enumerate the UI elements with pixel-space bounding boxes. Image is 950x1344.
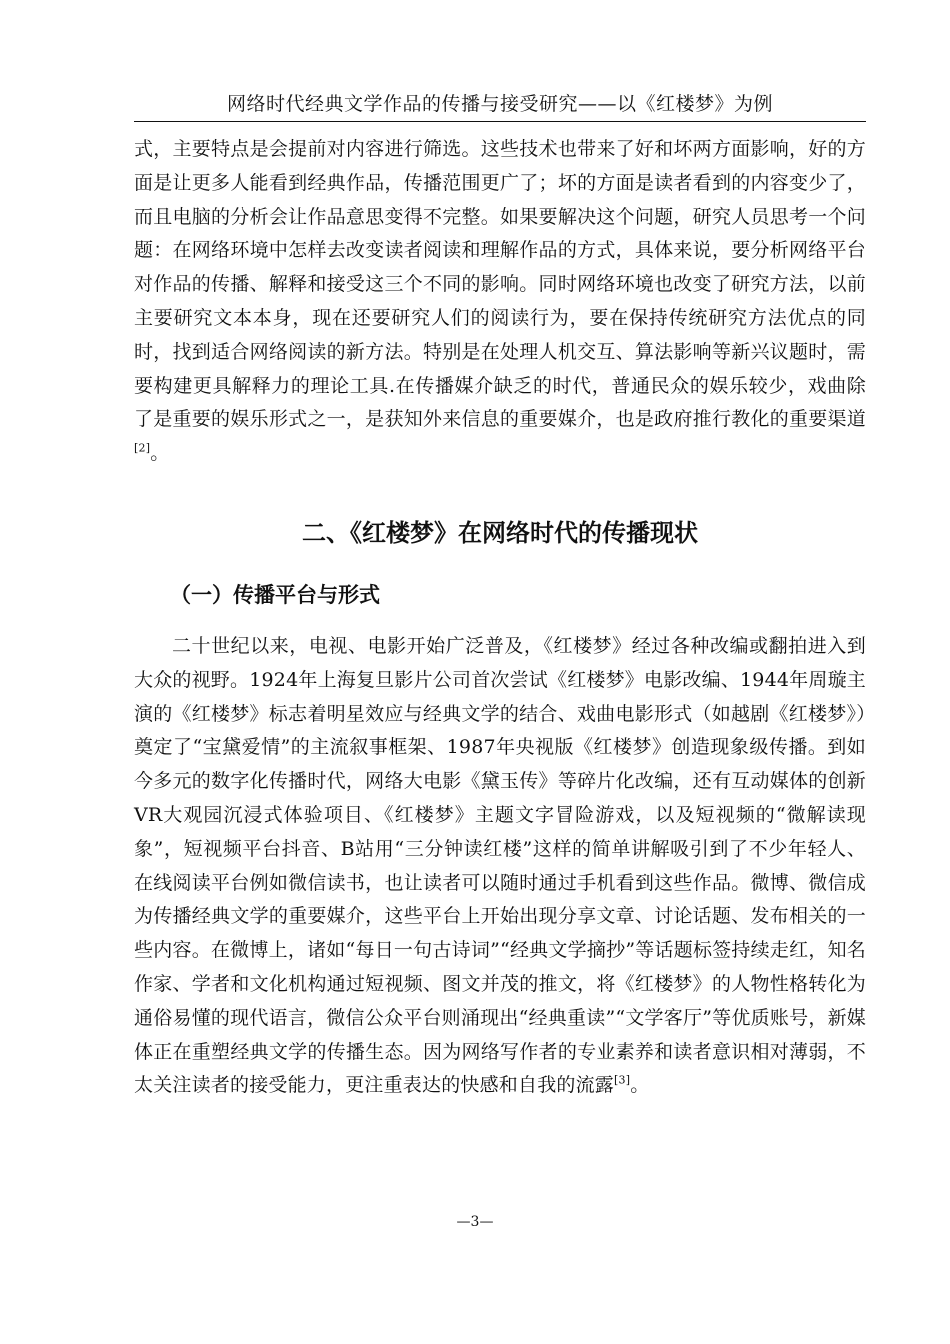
citation-3: [3] xyxy=(614,1074,631,1088)
paragraph-platforms-text: 二十世纪以来，电视、电影开始广泛普及，《红楼梦》经过各种改编或翻拍进入到大众的视野。1924年上海复旦影片公司首次尝试《红楼梦》电影改编、1944年周璇主演的《红楼梦》标志着明星效应与经典文学的结合、戏曲电影形式（如越剧《红楼梦》）奠定了“宝黛爱情”的主流叙事框架、1987年央视版《红楼梦》创造现象级传播。到如今多元的数字化传播时代，网络大电影《黛玉传》等碎片化改编，还有互动媒体的创新VR大观园沉浸式体验项目、《红楼梦》主题文字冒险游戏，以及短视频的“微解读现象”，短视频平台抖音、B站用“三分钟读红楼”这样的简单讲解吸引到了不少年轻人、在线阅读平台例如微信读书，也让读者可以随时通过手机看到这些作品。微博、微信成为传播经典文学的重要媒介，这些平台上开始出现分享文章、讨论话题、发布相关的一些内容。在微博上，诸如“每日一句古诗词”“经典文学摘抄”等话题标签持续走红，知名作家、学者和文化机构通过短视频、图文并茂的推文，将《红楼梦》的人物性格转化为通俗易懂的现代语言，微信公众平台则涌现出“经典重读”“文学客厅”等优质账号，新媒体正在重塑经典文学的传播生态。因为网络写作者的专业素养和读者意识相对薄弱，不太关注读者的接受能力，更注重表达的快感和自我的流露 xyxy=(134,635,866,1097)
subsection-heading: （一）传播平台与形式 xyxy=(170,583,380,607)
paragraph-platforms-end: 。 xyxy=(630,1074,650,1097)
paragraph-continued-end: 。 xyxy=(150,442,170,465)
running-header: 网络时代经典文学作品的传播与接受研究——以《红楼梦》为例 xyxy=(226,93,773,115)
section-heading: 二、《红楼梦》在网络时代的传播现状 xyxy=(302,519,698,547)
header-rule xyxy=(134,121,866,122)
paragraph-continued xyxy=(134,133,866,471)
paragraph-continued-text: 式，主要特点是会提前对内容进行筛选。这些技术也带来了好和坏两方面影响，好的方面是让更多人能看到经典作品，传播范围更广了；坏的方面是读者看到的内容变少了，而且电脑的分析会让作品意思变得不完整。如果要解决这个问题，研究人员思考一个问题：在网络环境中怎样去改变读者阅读和理解作品的方式，具体来说，要分析网络平台对作品的传播、解释和接受这三个不同的影响。同时网络环境也改变了研究方法，以前主要研究文本本身，现在还要研究人们的阅读行为，要在保持传统研究方法优点的同时，找到适合网络阅读的新方法。特别是在处理人机交互、算法影响等新兴议题时，需要构建更具解释力的理论工具.在传播媒介缺乏的时代，普通民众的娱乐较少，戏曲除了是重要的娱乐形式之一，是获知外来信息的重要媒介，也是政府推行教化的重要渠道 xyxy=(134,138,866,431)
paragraph-platforms xyxy=(134,630,866,1103)
page-number: —3— xyxy=(456,1214,494,1230)
citation-2: [2] xyxy=(134,441,151,455)
